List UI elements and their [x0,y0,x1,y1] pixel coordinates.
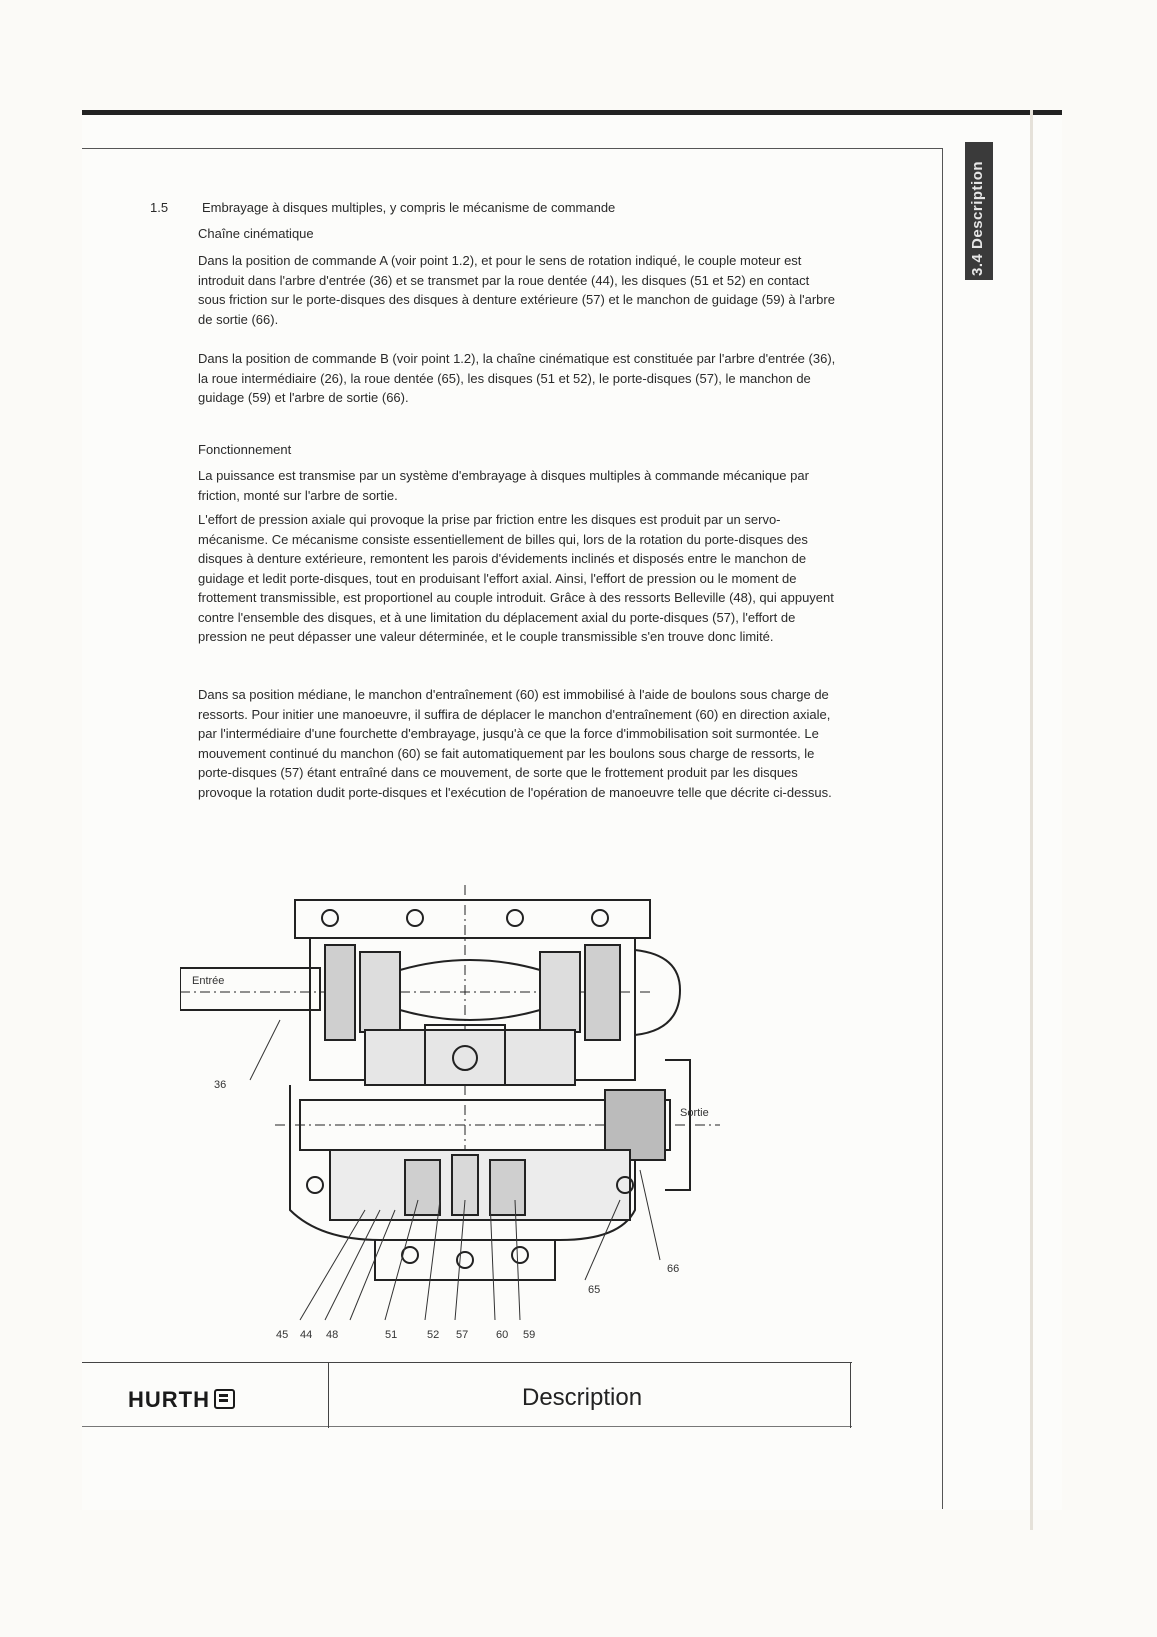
ref-51: 51 [385,1329,398,1341]
page-edge-shadow [1030,110,1033,1530]
brand-name: HURTH [128,1387,210,1412]
top-rule [82,110,1062,115]
fonctionnement-heading: Fonctionnement [198,442,292,457]
ref-36: 36 [214,1079,227,1091]
top-flange [295,900,650,938]
brand-logo [128,1387,235,1413]
footer-divider [328,1362,329,1428]
ref-57: 57 [456,1329,469,1341]
chaine-text-2: Dans la position de commande B (voir point 1.2), la chaîne cinématique est constituée par l'arbre d'entrée (36), la roue intermédiaire (26), la roue dentée (65), les disques (51 et 52), le porte-disques (57), le manchon de guidage (59) et l'arbre de sortie (66). [198,351,836,405]
label-sortie: Sortie [680,1107,709,1119]
footer-rule-top [82,1362,852,1363]
ref-65: 65 [588,1284,601,1296]
label-entree: Entrée [192,975,225,987]
fonctionnement-paragraph-3 [198,685,838,802]
chaine-heading: Chaîne cinématique [198,226,314,241]
fonctionnement-text-2: L'effort de pression axiale qui provoque la prise par friction entre les disques est produit par un servo-mécanisme. Ce mécanisme consiste essentiellement de billes qui, lors de la rotation du porte-disques des disques à denture extérieure, remontent les parois d'évidements inclinés et disposés entre le manchon de guidage et ledit porte-disques, tout en produisant l'effort axial. Ainsi, l'effort de pression ou le moment de frottement transmissible, est proportionel au couple introduit. Grâce à des ressorts Belleville (48), qui appuyent contre l'ensemble des disques, et à une limitation du déplacement axial du porte-disques (57), l'effort de pression ne peut dépasser une valeur déterminée, et le couple transmissible s'en trouve donc limité. [198,512,834,644]
section-title: Embrayage à disques multiples, y compris le mécanisme de commande [202,200,616,215]
chaine-block [198,224,838,244]
fonctionnement-paragraph-2 [198,510,838,647]
ref-44: 44 [300,1329,313,1341]
fonctionnement-text-3: Dans sa position médiane, le manchon d'entraînement (60) est immobilisé à l'aide de boulons sous charge de ressorts. Pour initier une manoeuvre, il suffira de déplacer le manchon d'entraînement (60) en direction axiale, par l'intermédiaire d'une fourchette d'embrayage, jusqu'à ce que la force d'immobilisation soit surmontée. Le mouvement continué du manchon (60) se fait automatiquement par les boulons sous charge de ressorts, le porte-disques (57) étant entraîné dans ce mouvement, de sorte que le frottement produit par les disques provoque la rotation dudit porte-disques et l'exécution de l'opération de manoeuvre telle que décrite ci-dessus. [198,687,832,800]
ref-48: 48 [326,1329,339,1341]
footer-title: Description [522,1384,643,1411]
ref-52: 52 [427,1329,440,1341]
fonctionnement-paragraph-1 [198,466,838,505]
chaine-paragraph-1 [198,251,838,329]
section-number: 1.5 [150,200,169,215]
ref-59: 59 [523,1329,536,1341]
side-tab-label: 3.4 Description [969,160,986,276]
chaine-text-1: Dans la position de commande A (voir point 1.2), et pour le sens de rotation indiqué, le couple moteur est introduit dans l'arbre d'entrée (36) et se transmet par la roue dentée (44), les disques (51 et 52) en contact sous friction sur le porte-disques des disques à denture extérieure (57) et le manchon de guidage (59) à l'arbre de sortie (66). [198,253,835,327]
ref-66: 66 [667,1263,680,1275]
ref-45: 45 [276,1329,289,1341]
ref-60: 60 [496,1329,509,1341]
fonctionnement-text-1: La puissance est transmise par un système d'embrayage à disques multiples à commande mécanique par friction, monté sur l'arbre de sortie. [198,468,809,503]
clutch-cross-section-diagram [180,880,740,1360]
side-tab [965,142,993,280]
footer-rule-bottom [82,1426,852,1427]
fonctionnement-heading-block [198,440,838,460]
footer-divider-right [850,1362,851,1428]
chaine-paragraph-2 [198,349,838,408]
brand-mark-icon [214,1389,235,1409]
